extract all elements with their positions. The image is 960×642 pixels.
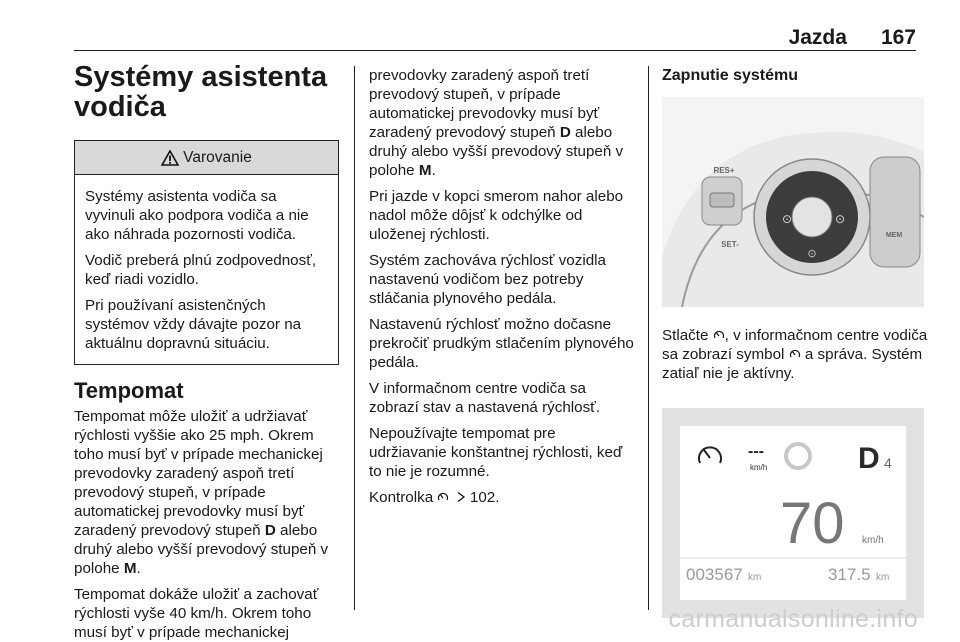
subsection-title: Tempomat (74, 378, 184, 403)
set-speed-dashes: --- (748, 443, 764, 460)
set-speed-unit: km/h (750, 463, 768, 472)
gear-indicator: D (858, 442, 880, 475)
page-reference[interactable]: 102. (469, 489, 500, 506)
paragraph: Kontrolka 102. (369, 489, 500, 506)
page-reference-icon[interactable] (454, 491, 466, 503)
svg-text:⊙: ⊙ (781, 212, 793, 226)
steering-wheel-controls-illustration (662, 97, 924, 307)
paragraph: Systém zachováva rýchlosť vozidla nastavenú vodičom bez potreby stláčania plynového pedála. (369, 252, 606, 307)
paragraph: Tempomat môže uložiť a udržiavať rýchlosti vyššie ako 25 mph. Okrem toho musí byť v prípade mechanickej prevodovky zaradený aspoň tretí prevodový stupeň, v prípade automatickej prevodovky musí byť zaradený prevodový stupeň D alebo druhý alebo vyšší prevodový stupeň v polohe M. (74, 408, 329, 577)
cruise-control-button-icon (713, 329, 725, 341)
paragraph: Nepoužívajte tempomat pre udržiavanie konštantnej rýchlosti, keď to nie je rozumné. (369, 425, 623, 480)
paragraph: Pri jazde v kopci smerom nahor alebo nadol môže dôjsť k odchýlke od uloženej rýchlosti. (369, 188, 624, 243)
mem-label: MEM (885, 232, 903, 239)
column-3 (662, 66, 932, 623)
paragraph: Nastavenú rýchlosť možno dočasne prekročiť prudkým stlačením plynového pedála. (369, 316, 634, 371)
subsection-title: Zapnutie systému (662, 67, 799, 84)
paragraph: prevodovky zaradený aspoň tretí prevodový stupeň, v prípade automatickej prevodovky musí byť zaradený prevodový stupeň D alebo druhý alebo vyšší prevodový stupeň v polohe M. (369, 67, 624, 179)
paragraph: V informačnom centre vodiča sa zobrazí stav a nastavená rýchlosť. (369, 380, 601, 416)
warning-label: Varovanie (183, 149, 252, 166)
current-speed: 70 (780, 491, 845, 556)
column-1 (74, 62, 339, 642)
warning-text-3: Pri používaní asistenčných systémov vždy dávajte pozor na aktuálnu dopravnú situáciu. (85, 297, 302, 352)
column-2 (369, 66, 637, 514)
header-divider (74, 50, 916, 51)
paragraph: Tempomat dokáže uložiť a zachovať rýchlosti vyše 40 km/h. Okrem toho musí byť v prípade mechanickej (74, 586, 319, 641)
trip-unit: km (876, 572, 890, 583)
svg-text:⊙: ⊙ (807, 247, 817, 260)
current-speed-unit: km/h (862, 535, 884, 546)
watermark: carmanualsonline.info (668, 605, 918, 633)
section-title: Systémy asistenta vodiča (74, 61, 328, 123)
trip-value: 317.5 (828, 565, 871, 584)
gear-number: 4 (884, 455, 892, 471)
cruise-control-icon (437, 491, 449, 503)
warning-triangle-icon (161, 150, 179, 166)
page-header (789, 26, 916, 50)
odometer-value: 003567 (686, 565, 743, 584)
cruise-control-symbol-icon (789, 348, 801, 360)
warning-header (75, 141, 338, 175)
warning-text-2: Vodič preberá plnú zodpovednosť, keď riadi vozidlo. (85, 252, 317, 288)
warning-box (74, 140, 339, 365)
chapter-title: Jazda (788, 26, 847, 49)
column-divider-2 (648, 66, 649, 610)
paragraph: Stlačte , v informačnom centre vodiča sa zobrazí symbol a správa. Systém zatiaľ nie je aktívny. (662, 327, 928, 382)
svg-text:⊙: ⊙ (834, 212, 846, 226)
odometer-unit: km (748, 572, 762, 583)
warning-text-1: Systémy asistenta vodiča sa vyvinuli ako podpora vodiča a nie ako náhrada pozornosti vodiča. (85, 188, 309, 243)
res-label: RES+ (713, 166, 735, 175)
instrument-cluster-display (662, 408, 924, 618)
set-label: SET- (721, 240, 739, 249)
page-number: 167 (880, 26, 916, 49)
warning-body (75, 175, 338, 364)
column-divider-1 (354, 66, 355, 610)
